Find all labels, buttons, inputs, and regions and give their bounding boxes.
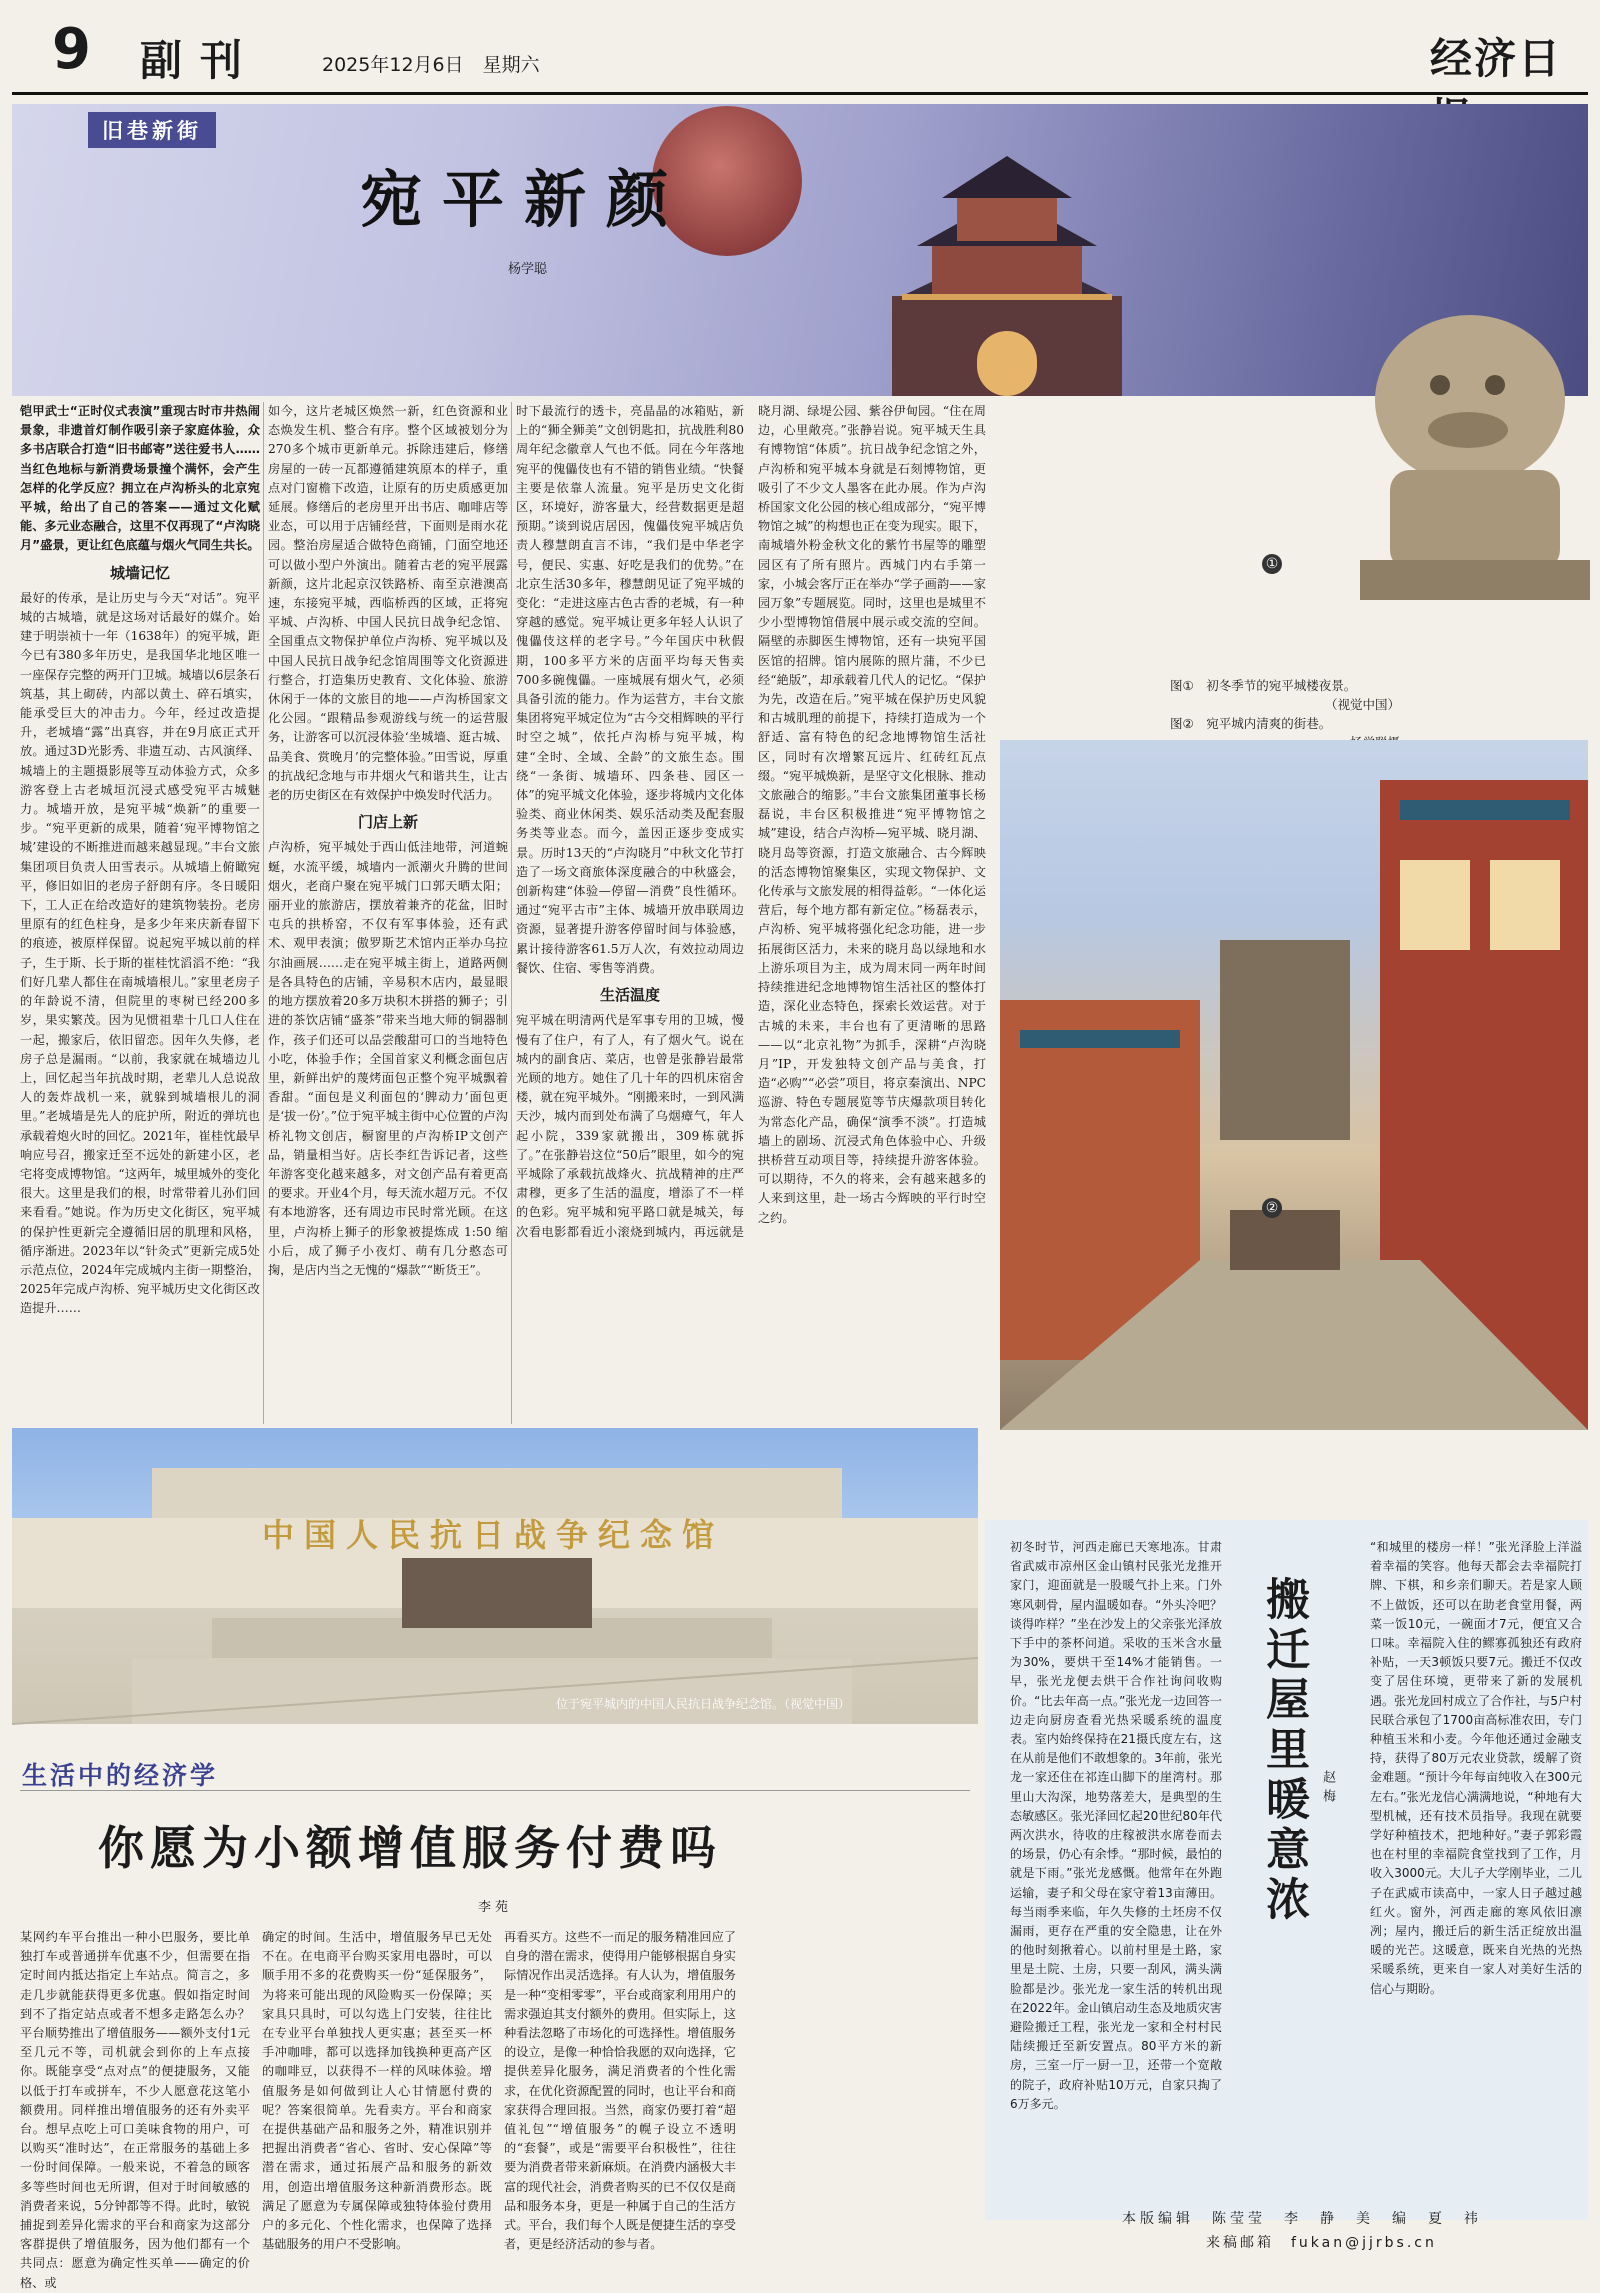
subheading-life-warmth: 生活温度: [599, 986, 660, 1005]
econ-title: 你愿为小额增值服务付费吗: [98, 1821, 722, 1875]
lead-author: 杨学聪: [508, 262, 548, 277]
subheading-city-wall: 城墙记忆: [109, 563, 170, 582]
lead-column-2: [268, 402, 508, 1424]
header-rule: [12, 92, 1588, 95]
lead-body-4: 时下最流行的透卡，亮晶晶的冰箱贴，新上的“狮全狮美”文创钥匙扣，抗战胜利80周年纪念徽章人气也不低。同在今年落地宛平的傀儡伎也有不错的销售业绩。“快餐主要是依靠人流量。宛平是历史文化街区，环境好，游客量大，经营数据更是超预期。”谈到说店居因，傀儡伎宛平城店负责人穆慧朗直言不讳，“我们是中华老字号，便民、实惠、好吃是我们的优势。”在北京生活30多年，穆慧朗见证了宛平城的变化：“走进这座古色古香的老城，有一种穿越的感觉。宛平城让更多年轻人认识了傀儡伎这样的老字号。”今年国庆中秋假期，100多平方米的店面平均每天售卖700多碗傀儡。一座城展有烟火气，必须具备引流的能力。作为运营方，丰台文旅集团将宛平城定位为“古今交相辉映的平行时空之城”，依托卢沟桥与宛平城，构建“全时、全域、全龄”的文旅生态。围绕“一条街、城墙环、四条巷、园区一体”的宛平城文化体验，逐步将城内文化体验类、商业休闲类、娱乐活动类及配套服务类等业态。而今，盖因正逐步变成实景。历时13天的“卢沟晓月”中秋文化节打造了一场文商旅体深度融合的中秋盛会，创新构建“体验—停留—消费”良性循环。通过“宛平古市”主体、城墙开放串联周边资源，显著提升游客停留时间与体验感，累计接待游客61.5万人次，有效拉动周边餐饮、住宿、零售等消费。: [516, 404, 744, 975]
column-divider: [263, 402, 264, 1424]
econ-column-1: 某网约车平台推出一种小巴服务，要比单独打车或普通拼车优惠不少，但需要在指定时间内抵达指定上车站点。简言之，多走几步就能获得更多优惠。假如指定时间到不了指定站点或者不想多走路怎么办？平台顺势推出了增值服务——额外支付1元至几元不等，司机就会到你的上车点接你。既能享受“点对点”的便捷服务，又能以低于打车或拼车，不少人愿意花这笔小额费用。同样推出增值服务的还有外卖平台。想早点吃上可口美味食物的用户，可以购买“准时达”，在正常服务的基础上多一份时间保障。一般来说，不着急的顾客多等些时间也无所谓，但对于时间敏感的消费者来说，5分钟都等不得。此时，敏锐捕捉到差异化需求的平台和商家为这部分客群提供了增值服务，因为他们都有一个共同点：愿意为确定性买单——确定的价格、或: [20, 1930, 250, 2290]
lead-column-1: [20, 402, 260, 1424]
econ-column-4: [748, 1928, 978, 2228]
lead-body-3: 卢沟桥，宛平城处于西山低洼地带，河道蜿蜒，水流平缓，城墙内一派潮火升腾的世间烟火，老商户聚在宛平城门口郭天晒太阳；丽开业的旅游店，摆放着兼齐的花盆，旧时屯兵的拱桥窑，不仅有军事体验，还有武术、观甲表演；傲罗斯艺术馆内正举办乌拉尔油画展……走在宛平城主街上，道路两侧是各具特色的店铺，辛易积木店内，最显眼的地方摆放着20多万块积木拼搭的狮子；引进的茶饮店铺“盛茶”带来当地大师的铜器制作，孩子们还可以品尝酸甜可口的当地特色小吃，体验手作；全国首家义利概念面包店里，新鲜出炉的蔑烤面包正整个宛平城飘着香甜。“面包是义利面包的‘脾动力’面包更是‘拔一份’。”位于宛平城主街中心位置的卢沟桥礼物文创店，橱窗里的卢沟桥IP文创产品，销量相当好。店长李红告诉记者，这些年游客变化越来越多，对文创产品有着更高的要求。开业4个月，每天流水超万元。不仅有本地游客，还有周边市民时常光顾。在这里，卢沟桥上狮子的形象被提炼成 1:50 缩小后，成了狮子小夜灯、萌有几分憨态可掬，是店内当之无愧的“爆款”“断货王”。: [268, 840, 508, 1277]
photo-number-2: ②: [1262, 1198, 1282, 1218]
relocation-author: 赵梅: [1320, 1770, 1335, 1808]
econ-column-2: 确定的时间。生活中，增值服务早已无处不在。在电商平台购买家用电器时，可以顺手用不多的花费购买一份“延保服务”，为将来可能出现的风险购买一份保障；买家具只具时，可以勾选上门安装，往往比在专业平台单独找人更实惠；甚至买一杯手冲咖啡，都可以选择加钱换种更高产区的咖啡豆，以获得不一样的风味体验。增值服务是如何做到让人心甘情愿付费的呢？答案很简单。先看卖方。平台和商家在提供基础产品和服务之外，精准识别并把握出消费者“省心、省时、安心保障”等潜在需求，通过拓展产品和服务的新效用，创造出增值服务这种新消费形态。既满足了愿意为专属保障或独特体验付费用户的多元化、个性化需求，也保障了选择基础服务的用户不受影响。: [262, 1930, 492, 2252]
lead-body-5: 宛平城在明清两代是军事专用的卫城，慢慢有了住户，有了人，有了烟火气。说在城内的副食店、菜店，也曾是张静岩最常光顾的地方。她住了几十年的四机床宿舍楼，就在宛平城外。“刚搬来时，一到风满天沙，城内而到处布满了乌烟瘴气，年人起小院，339家就搬出，309栋就拆了。”在张静岩这位“50后”眼里，如今的宛平城除了承载抗战烽火、抗战精神的庄严肃穆，更多了生活的温度，增添了不一样的色彩。宛平城和宛平路口就是城关，每次看电影都看近小滚烧到城内，再远就是晓月湖、绿堤公园、紫谷伊甸园。“住在周边，心里敞亮。”张静岩说。宛平城天生具有博物馆“体质”。抗日战争纪念馆之外，卢沟桥和宛平城本身就是石刻博物馆，更吸引了不少文人墨客在此办展。作为卢沟桥国家文化公园的核心组成部分，“宛平博物馆之城”的构想也正在变为现实。眼下，南城墙外粉金秋文化的紫竹书屋等的雕塑园区有了所有照片。西城门内右手第一家，小城会客厅正在举办“学子画韵——家园万象”专题展览。同时，这里也是城里不少小型博物馆借展中展示或交流的空间。隔壁的赤脚医生博物馆，还有一块宛平国医馆的招牌。馆内展陈的照片蒲，不少已经“絶版”，却承载着几代人的记忆。“保护为先，改造在后。”宛平城在保护历史风貌和古城肌理的前提下，持续打造成为一个舒适、富有特色的纪念地博物馆生活社区，同时有次增繁瓦远片、红砖红瓦点缀。“宛平城焕新，是坚守文化根脉、推动文旅融合的缩影。”丰台文旅集团董事长杨磊说，丰台区积极推进“宛平博物馆之城”建设，结合卢沟桥—宛平城、晓月湖、晓月岛等资源，打造文旅融合、古今辉映的活态博物馆聚集区，实现文物保护、文化传承与文旅发展的相得益彰。“一体化运营后，每个地方都有新定位。”杨磊表示，卢沟桥、宛平城将强化纪念功能，进一步拓展街区活力，未来的晓月岛以绿地和水上游乐项目为主，成为周末同一两年时间持续推进纪念地博物馆生活社区的整体打造，深化业态特色，探索长效运营。对于古城的未来，丰台也有了更清晰的思路——以“北京礼物”为抓手，深耕“卢沟晓月”IP，开发独特文创产品与美食，打造“必购”“必尝”项目，将京秦演出、NPC巡游、特色专题展览等节庆爆款项目转化为常态化产品，确保“演季不淡”。打造城墙上的剧场、沉浸式角色体验中心、升级拱桥营互动项目等，持续提升游客体验。可以期待，不久的将来，会有越来越多的人来到这里，赴一场古今辉映的平行时空之约。: [516, 404, 986, 1239]
street-scene-image: [1000, 740, 1588, 1430]
relocation-column-1: 初冬时节，河西走廊已天寒地冻。甘肃省武威市凉州区金山镇村民张光龙推开家门，迎面就是一股暖气扑上来。门外寒风刺骨，屋内温暖如春。“外头冷吧？谈得咋样？”坐在沙发上的父亲张光泽放下手中的茶杯问道。采收的玉米含水量为30%，要烘干至14%才能销售。一早，张光龙便去烘干合作社询问收购价。“比去年高一点。”张光龙一边回答一边走向厨房查看光热采暖系统的温度表。室内始终保持在21摄氏度左右，这在从前是他们不敢想象的。3年前，张光龙一家还住在祁连山脚下的崖湾村。那里山大沟深，地势落差大，是典型的生态敏感区。张光泽回忆起20世纪80年代两次洪水，待收的庄稼被洪水席卷而去的场景，仍心有余悸。“那时候，最怕的就是下雨。”张光龙感慨。他常年在外跑运输，妻子和父母在家守着13亩薄田。每当雨季来临，年久失修的土坯房不仅漏雨，更存在严重的安全隐患，让在外的他时刻揪着心。以前村里是土路，家里是土院、土房，只要一刮风，满头满脸都是沙。张光龙一家生活的转机出现在2022年。金山镇启动生态及地质灾害避险搬迁工程，张光龙一家和全村村民陆续搬迁至新安置点。80平方米的新房，三室一厅一厨一卫，还带一个宽敞的院子，政府补贴10万元，自家只掏了6万多元。: [1010, 1540, 1222, 2111]
econ-column-3: 再看买方。这些不一而足的服务精准回应了自身的潜在需求，使得用户能够根据自身实际情况作出灵活选择。有人认为，增值服务是一种“变相零零”，平台或商家利用用户的需求强迫其支付额外的费用。但实际上，这种看法忽略了市场化的可选择性。增值服务的设立，是像一种恰恰我愿的双向选择，它提供差异化服务，满足消费者的个性化需求，在优化资源配置的同时，也让平台和商家获得合理回报。当然，商家仍要打着“超值礼包”“增值服务”的幌子设立不透明的“套餐”，或是“需要平台积极性”，往往要为消费者带来新麻烦。在消费内涵极大丰富的现代社会，消费者购买的已不仅仅是商品和服务本身，更是一种属于自己的生活方式。平台，我们每个人既是便捷生活的享受者，更是经济活动的参与者。: [504, 1930, 736, 2252]
relocation-column-2: “和城里的楼房一样！”张光泽脸上洋溢着幸福的笑容。他每天都会去幸福院打牌、下棋，和乡亲们聊天。若是家人顾不上做饭，还可以在助老食堂用餐，两菜一饭10元，一碗面才7元，便宜又合口味。幸福院入住的鳏寡孤独还有政府补贴，一天3顿饭只要7元。搬迁不仅改变了居住环境，更带来了新的发展机遇。张光龙回村成立了合作社，与5户村民联合承包了1700亩高标准农田，专门种植玉米和小麦。今年他还通过金融支持，获得了80万元农业贷款，缓解了资金难题。“预计今年每亩纯收入在300元左右。”张光龙信心满满地说，“种地有大型机械，还有技术员指导。我现在就要学好种植技术，把地种好。”妻子郭彩霞也在村里的幸福院食堂找到了工作，月收入3000元。大儿子大学刚毕业，二儿子在武威市读高中，一家人日子越过越红火。窗外，河西走廊的寒风依旧凛冽；屋内，搬迁后的新生活正绽放出温暖的光芒。这暖意，既来自光热的光热采暖系统，更来自一家人对美好生活的信心与期盼。: [1370, 1540, 1582, 1996]
city-gate-tower-image: [872, 126, 1142, 396]
section-name: 副刊: [140, 36, 261, 85]
submission-email: 来稿邮箱 fukan@jjrbs.cn: [1206, 2235, 1437, 2251]
issue-date: 2025年12月6日 星期六: [322, 54, 540, 76]
relocation-title: 搬迁屋里暖意浓: [1258, 1576, 1309, 1926]
subheading-new-shops: 门店上新: [357, 813, 418, 832]
photo-number-1: ①: [1262, 554, 1282, 574]
stone-lion-image: [1330, 290, 1590, 600]
caption-photo-1-credit: （视觉中国）: [1324, 697, 1400, 712]
lead-body-2: 如今，这片老城区焕然一新，红色资源和业态焕发生机、整合有序。整个区域被划分为270多个城市更新单元。拆除违建后，修缮房屋的一砖一瓦都遵循建筑原本的样子，重点对门窗檐下改造，让原有的历史质感更加延展。修缮后的老房里开出书店、咖啡店等业态，可以用于店铺经营，下面则是雨水花园。整治房屋适合做特色商铺，门面空地还可以做小型户外演出。随着古老的宛平展露新颜，这片北起京汉铁路桥、南至京港澳高速，东接宛平城，西临桥西的区域，正将宛平城、卢沟桥、中国人民抗日战争纪念馆、全国重点文物保护单位卢沟桥、宛平城以及中国人民抗日战争纪念馆周围等文化资源进行整合，打造集历史教育、文化体验、旅游休闲于一体的文旅目的地——卢沟桥国家文化公园。“跟精品参观游线与统一的运营服务，让游客可以沉浸体验‘坐城墙、逛古城、品美食、赏晚月’的完整体验。”田雪说，厚重的抗战纪念地与市井烟火气和谐共生，让古老的历史街区在有效保护中焕发时代活力。: [268, 404, 508, 803]
caption-photo-1: 图① 初冬季节的宛平城楼夜景。: [1170, 678, 1357, 693]
museum-sign: 中国人民抗日战争纪念馆: [262, 1516, 725, 1554]
lead-body-1: 最好的传承，是让历史与今天“对话”。宛平城的古城墙，就是这场对话最好的媒介。始建于明崇祯十一年（1638年）的宛平城，距今已有380多年历史，是我国华北地区唯一一座保存完整的两开门卫城。城墙以6层条石筑基，其上砌砖，内部以黄土、碎石填实，能承受巨大的冲击力。今年，经过改造提升，老城墙“露”出真容，并在9月底正式开放。通过3D光影秀、非遗互动、古风演绎、城墙上的主题摄影展等互动体验方式，众多游客登上古老城垣沉浸式感受宛平古城魅力。城墙开放，是宛平城“焕新”的重要一步。“宛平更新的成果，随着‘宛平博物馆之城’建设的不断推进而越来越显现。”丰台文旅集团项目负责人田雪表示。从城墙上俯瞰宛平，修旧如旧的老房子舒朗有序。冬日暖阳下，工人正在给改造好的建筑物装扮。老房里原有的红色柱身，是多少年来庆新春留下的痕迹，被原样保留。说起宛平城以前的样子，生于斯、长于斯的崔桂忱滔滔不绝：“我们好几辈人都住在南城墙根儿。”家里老房子的年龄说不清，但院里的枣树已经200多岁，果实繁茂。因为见惯祖辈十几口人住在一起，搬家后，依旧留恋。因年久失修，老房子总是漏雨。“以前，我家就在城墙边儿上，回忆起当年抗战时期，老辈儿人总说敌人的轰炸战机一来，就躲到城墙根儿的洞里。”老城墙是先人的庇护所，附近的弹坑也承载着炮火时的回忆。2021年，崔桂忱最早响应号召，搬家迁至不远处的新建小区，老宅将变成博物馆。“这两年，城里城外的变化很大。这里是我们的根，时常带着儿孙们回来看看。”她说。作为历史文化街区，宛平城的保护性更新完全遵循旧居的肌理和风格，循序渐进。2023年以“针灸式”更新完成5处示范点位，2024年完成城内主街一期整治，2025年完成卢沟桥、宛平城历史文化街区改造提升……: [20, 590, 260, 1316]
masthead: [0, 0, 1600, 88]
econ-rule: [20, 1790, 970, 1791]
editor-credits: 本版编辑 陈莹莹 李 静 美 编 夏 祎: [1122, 2211, 1482, 2227]
column-tag: 旧巷新街: [88, 112, 216, 148]
lead-title: 宛平新颜: [360, 163, 689, 236]
econ-author: 李苑: [478, 1900, 513, 1915]
econ-column-tag: 生活中的经济学: [22, 1761, 219, 1790]
column-divider: [511, 402, 512, 1424]
newspaper-logo: 经济日: [1430, 34, 1563, 83]
museum-caption: 位于宛平城内的中国人民抗日战争纪念馆。（视觉中国）: [556, 1697, 851, 1711]
page-number: 9: [52, 17, 91, 82]
lead-intro: 铠甲武士“正时仪式表演”重现古时市井热闹景象，非遗首灯制作吸引亲子家庭体验，众多书店联合打造“旧书邮寄”送往爱书人……当红色地标与新消费场景撞个满怀，会产生怎样的化学反应？拥立在卢沟桥头的北京宛平城，给出了自己的答案——通过文化赋能、多元业态融合，这里不仅再现了“卢沟晓月”盛景，更让红色底蕴与烟火气同生共长。: [20, 404, 260, 553]
caption-photo-2: 图② 宛平城内清爽的街巷。: [1170, 716, 1332, 731]
street-photo: [1000, 740, 1588, 1430]
museum-building-image: [12, 1428, 978, 1724]
museum-photo: [12, 1428, 978, 1724]
lead-column-3: [516, 402, 986, 1424]
